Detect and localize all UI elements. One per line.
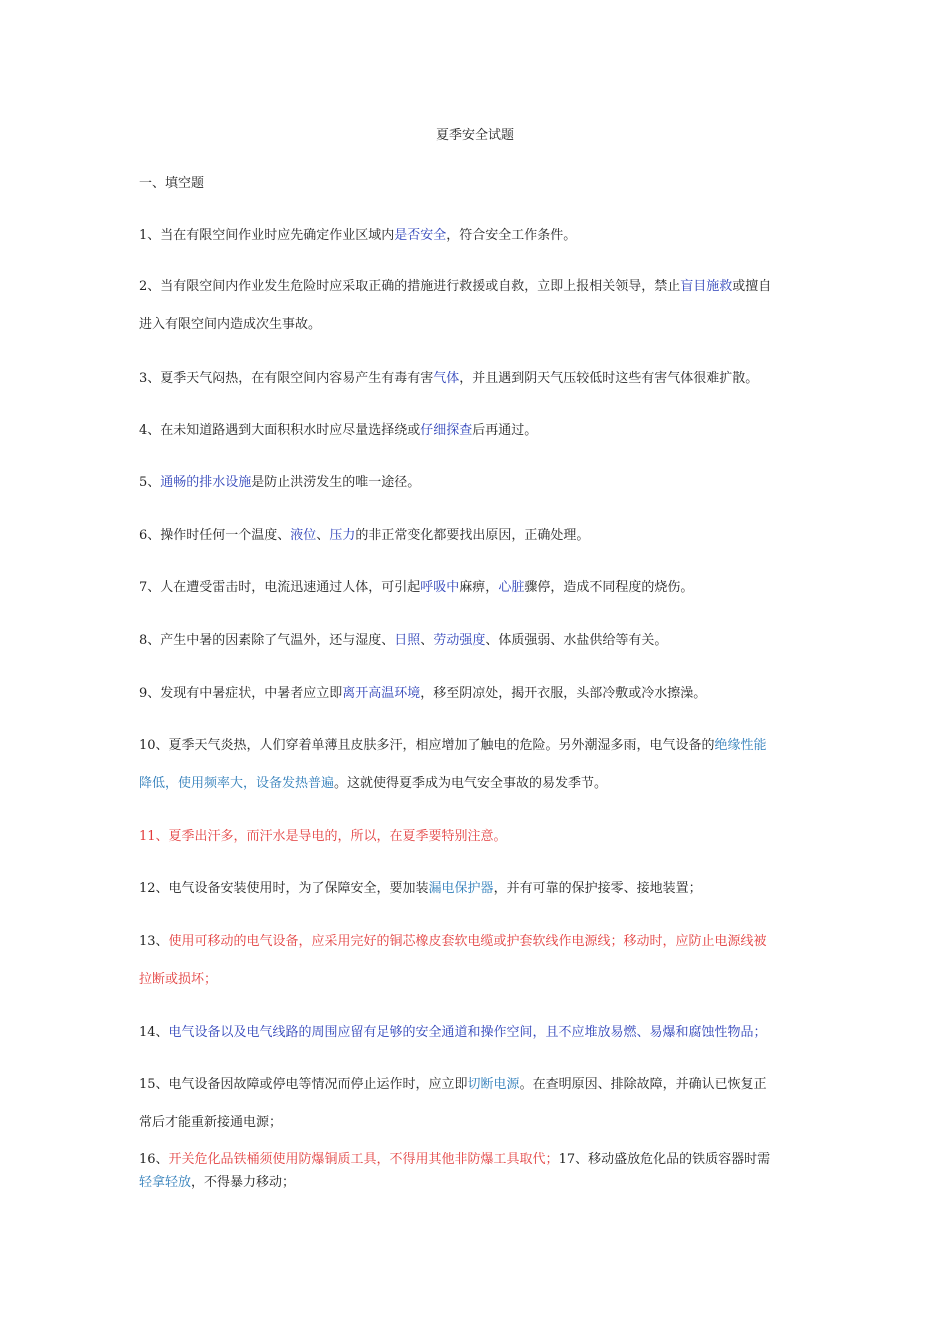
question-text: 9、发现有中暑症状，中暑者应立即 (139, 686, 343, 701)
question-text: 15、电气设备因故障或停电等情况而停止运作时，应立即 (139, 1077, 468, 1092)
question-text: ，不得暴力移动； (191, 1175, 296, 1190)
answer-text: 液位 (290, 528, 317, 543)
question-10 (139, 727, 815, 803)
question-14 (139, 1023, 815, 1043)
section-heading: 一、填空题 (139, 176, 205, 191)
question-text: 12、电气设备安装使用时，为了保障安全，要加装 (139, 881, 429, 896)
document-title: 夏季安全试题 (435, 128, 514, 143)
question-text: 17、移动盛放危化品的铁质容器时需 (558, 1152, 771, 1167)
answer-text: 仔细探查 (420, 423, 473, 438)
question-text: ，并有可靠的保护接零、接地装置； (493, 881, 702, 896)
question-4 (139, 421, 815, 441)
answer-text: 轻拿轻放 (139, 1175, 192, 1190)
question-text: 的非正常变化都要找出原因，正确处理。 (355, 528, 590, 543)
question-text: 4、在未知道路遇到大面积积水时应尽量选择绕或 (139, 423, 421, 438)
question-5 (139, 473, 815, 493)
question-text: 、 (420, 633, 434, 648)
question-8 (139, 631, 815, 651)
question-text: 进入有限空间内造成次生事故。 (139, 317, 322, 332)
question-text: 14、 (139, 1025, 169, 1040)
question-text: 7、人在遭受雷击时，电流迅速通过人体，可引起 (139, 580, 421, 595)
answer-text: 通畅的排水设施 (160, 475, 252, 490)
question-text: 6、操作时任何一个温度、 (139, 528, 291, 543)
question-text: 、 (316, 528, 330, 543)
question-13 (139, 923, 815, 999)
question-11: 11、夏季出汗多，而汗水是导电的，所以，在夏季要特别注意。 (139, 829, 507, 844)
question-6 (139, 526, 815, 546)
answer-text: 劳动强度 (433, 633, 486, 648)
answer-text: 使用可移动的电气设备，应采用完好的铜芯橡皮套软电缆或护套软线作电源线；移动时，应防止电源线被 (168, 934, 767, 949)
answer-text: 离开高温环境 (342, 686, 421, 701)
question-text: 后再通过。 (472, 423, 538, 438)
answer-text: 是否安全 (394, 228, 447, 243)
answer-text: 拉断或损坏； (139, 972, 218, 987)
question-text: 16、 (139, 1152, 169, 1167)
question-12 (139, 879, 815, 899)
answer-text: 压力 (329, 528, 356, 543)
question-text: 13、 (139, 934, 169, 949)
question-16-17 (139, 1148, 815, 1194)
question-text: 3、夏季天气闷热，在有限空间内容易产生有毒有害 (139, 371, 434, 386)
question-text: 骤停，造成不同程度的烧伤。 (524, 580, 694, 595)
question-15 (139, 1066, 815, 1142)
answer-text: 心脏 (498, 580, 525, 595)
answer-text: 漏电保护器 (428, 881, 494, 896)
question-7 (139, 578, 815, 598)
question-1 (139, 226, 815, 246)
question-text: 、体质强弱、水盐供给等有关。 (485, 633, 668, 648)
question-text: 10、夏季天气炎热，人们穿着单薄且皮肤多汗，相应增加了触电的危险。另外潮湿多雨，电气设备的 (139, 738, 715, 753)
question-text: 5、 (139, 475, 161, 490)
answer-text: 日照 (394, 633, 421, 648)
answer-text: 呼吸中 (420, 580, 460, 595)
question-text: 2、当有限空间内作业发生危险时应采取正确的措施进行救援或自救，立即上报相关领导，禁止 (139, 279, 681, 294)
question-text: 8、产生中暑的因素除了气温外，还与湿度、 (139, 633, 395, 648)
answer-text: 盲目施救 (680, 279, 733, 294)
question-9 (139, 684, 815, 704)
answer-text: 绝缘性能 (714, 738, 767, 753)
answer-text: 切断电源 (467, 1077, 520, 1092)
answer-text: 降低，使用频率大，设备发热普遍 (139, 776, 335, 791)
question-text: 。这就使得夏季成为电气安全事故的易发季节。 (334, 776, 608, 791)
answer-text: 气体 (433, 371, 460, 386)
question-text: ，并且遇到阴天气压较低时这些有害气体很难扩散。 (459, 371, 759, 386)
question-text: 或擅自 (732, 279, 772, 294)
question-2 (139, 268, 815, 344)
answer-text: 开关危化品铁桶须使用防爆铜质工具，不得用其他非防爆工具取代； (168, 1152, 559, 1167)
question-text: 1、当在有限空间作业时应先确定作业区域内 (139, 228, 395, 243)
question-text: 是防止洪涝发生的唯一途径。 (251, 475, 421, 490)
answer-text: 电气设备以及电气线路的周围应留有足够的安全通道和操作空间，且不应堆放易燃、易爆和腐蚀性物品； (168, 1025, 767, 1040)
question-text: 。在查明原因、排除故障，并确认已恢复正 (519, 1077, 767, 1092)
question-text: 常后才能重新接通电源； (139, 1115, 283, 1130)
question-text: 麻痹， (459, 580, 499, 595)
question-3 (139, 369, 815, 389)
question-text: ，移至阴凉处，揭开衣服，头部冷敷或冷水擦澡。 (420, 686, 707, 701)
question-text: ，符合安全工作条件。 (446, 228, 577, 243)
